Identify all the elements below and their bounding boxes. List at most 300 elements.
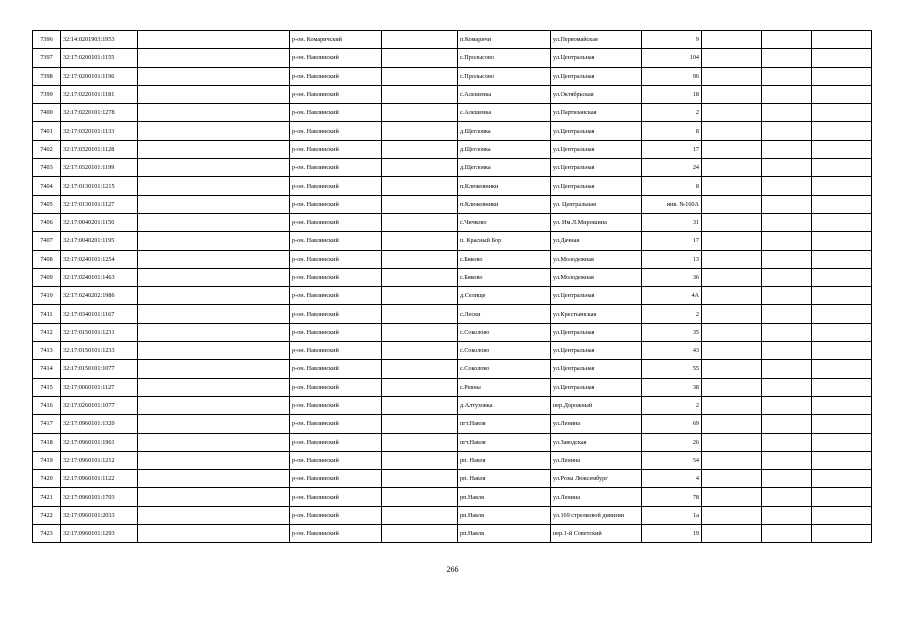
district-cell: р-он. Навлинский: [290, 305, 382, 323]
empty-cell: [702, 213, 762, 231]
empty-cell: [812, 342, 872, 360]
house-cell: 17: [642, 140, 702, 158]
empty-cell: [812, 122, 872, 140]
empty-cell: [762, 250, 812, 268]
house-cell: 13: [642, 250, 702, 268]
empty-cell: [702, 342, 762, 360]
empty-cell: [702, 31, 762, 49]
street-cell: ул.Центральная: [551, 140, 642, 158]
empty-cell: [138, 396, 290, 414]
locality-cell: д.Селище: [458, 287, 551, 305]
street-cell: ул.Партизанская: [551, 104, 642, 122]
cadastral-number-cell: 32:17:0040201:1195: [61, 232, 138, 250]
table-row: [33, 451, 872, 469]
empty-cell: [702, 268, 762, 286]
street-cell: ул.Молодежная: [551, 268, 642, 286]
table-row: [33, 195, 872, 213]
district-cell: р-он. Навлинский: [290, 433, 382, 451]
table-row: [33, 159, 872, 177]
empty-cell: [762, 31, 812, 49]
page-number: 266: [446, 565, 459, 574]
row-number-cell: 7412: [33, 323, 61, 341]
district-cell: р-он. Навлинский: [290, 85, 382, 103]
district-cell: р-он. Навлинский: [290, 488, 382, 506]
locality-cell: рп.Навля: [458, 525, 551, 543]
empty-cell: [762, 177, 812, 195]
house-cell: 36: [642, 268, 702, 286]
empty-cell: [382, 360, 458, 378]
empty-cell: [138, 360, 290, 378]
row-number-cell: 7400: [33, 104, 61, 122]
street-cell: ул.Центральная: [551, 159, 642, 177]
empty-cell: [812, 451, 872, 469]
empty-cell: [382, 506, 458, 524]
street-cell: ул.Ленина: [551, 415, 642, 433]
empty-cell: [138, 451, 290, 469]
district-cell: р-он. Навлинский: [290, 378, 382, 396]
street-cell: ул.Первомайская: [551, 31, 642, 49]
street-cell: ул.Центральная: [551, 323, 642, 341]
street-cell: ул.Центральная: [551, 49, 642, 67]
empty-cell: [702, 250, 762, 268]
row-number-cell: 7401: [33, 122, 61, 140]
street-cell: ул.Дачная: [551, 232, 642, 250]
empty-cell: [382, 433, 458, 451]
district-cell: р-он. Навлинский: [290, 506, 382, 524]
empty-cell: [812, 104, 872, 122]
empty-cell: [382, 323, 458, 341]
locality-cell: с.Соколово: [458, 360, 551, 378]
empty-cell: [138, 305, 290, 323]
house-cell: 69: [642, 415, 702, 433]
empty-cell: [812, 250, 872, 268]
empty-cell: [702, 67, 762, 85]
table-row: [33, 433, 872, 451]
empty-cell: [382, 177, 458, 195]
house-cell: 24: [642, 159, 702, 177]
empty-cell: [138, 323, 290, 341]
cadastral-number-cell: 32:17:0220101:1181: [61, 85, 138, 103]
empty-cell: [762, 140, 812, 158]
district-cell: р-он. Навлинский: [290, 342, 382, 360]
empty-cell: [702, 488, 762, 506]
street-cell: ул.Центральная: [551, 287, 642, 305]
locality-cell: пгт.Навля: [458, 433, 551, 451]
empty-cell: [702, 104, 762, 122]
empty-cell: [762, 195, 812, 213]
empty-cell: [812, 488, 872, 506]
house-cell: 55: [642, 360, 702, 378]
empty-cell: [138, 159, 290, 177]
empty-cell: [762, 232, 812, 250]
street-cell: ул.Центральная: [551, 177, 642, 195]
empty-cell: [812, 506, 872, 524]
district-cell: р-он. Навлинский: [290, 104, 382, 122]
district-cell: р-он. Навлинский: [290, 451, 382, 469]
district-cell: р-он. Навлинский: [290, 323, 382, 341]
empty-cell: [382, 85, 458, 103]
empty-cell: [138, 104, 290, 122]
empty-cell: [382, 31, 458, 49]
empty-cell: [762, 525, 812, 543]
empty-cell: [382, 525, 458, 543]
table-row: [33, 85, 872, 103]
empty-cell: [702, 232, 762, 250]
table-row: [33, 415, 872, 433]
cadastral-number-cell: 32:17:0960101:2033: [61, 506, 138, 524]
empty-cell: [762, 85, 812, 103]
table-row: [33, 49, 872, 67]
street-cell: пер.1-й Советский: [551, 525, 642, 543]
empty-cell: [138, 506, 290, 524]
empty-cell: [702, 415, 762, 433]
table-row: [33, 342, 872, 360]
house-cell: 2: [642, 104, 702, 122]
row-number-cell: 7398: [33, 67, 61, 85]
house-cell: 43: [642, 342, 702, 360]
house-cell: 1а: [642, 506, 702, 524]
empty-cell: [812, 49, 872, 67]
empty-cell: [762, 268, 812, 286]
cadastral-number-cell: 32:17:0960101:1703: [61, 488, 138, 506]
house-cell: 104: [642, 49, 702, 67]
street-cell: ул.Центральная: [551, 122, 642, 140]
empty-cell: [702, 159, 762, 177]
table-row: [33, 470, 872, 488]
empty-cell: [382, 415, 458, 433]
street-cell: ул.Октябрьская: [551, 85, 642, 103]
district-cell: р-он. Навлинский: [290, 49, 382, 67]
empty-cell: [138, 433, 290, 451]
locality-cell: пгт.Навля: [458, 415, 551, 433]
empty-cell: [382, 159, 458, 177]
empty-cell: [138, 232, 290, 250]
empty-cell: [382, 213, 458, 231]
house-cell: 78: [642, 488, 702, 506]
house-cell: 2: [642, 305, 702, 323]
empty-cell: [138, 287, 290, 305]
empty-cell: [762, 396, 812, 414]
house-cell: 54: [642, 451, 702, 469]
cadastral-number-cell: 32:17:0130101:1215: [61, 177, 138, 195]
row-number-cell: 7402: [33, 140, 61, 158]
row-number-cell: 7414: [33, 360, 61, 378]
empty-cell: [382, 250, 458, 268]
cadastral-number-cell: 32:17:0260101:1077: [61, 396, 138, 414]
empty-cell: [138, 488, 290, 506]
street-cell: ул. Центральная: [551, 195, 642, 213]
street-cell: ул.Молодежная: [551, 250, 642, 268]
empty-cell: [138, 67, 290, 85]
empty-cell: [812, 433, 872, 451]
empty-cell: [138, 342, 290, 360]
cadastral-number-cell: 32:17:0960101:1212: [61, 451, 138, 469]
cadastral-number-cell: 32:17:0240202:1986: [61, 287, 138, 305]
cadastral-number-cell: 32:17:0320101:1199: [61, 159, 138, 177]
locality-cell: рп.Навля: [458, 488, 551, 506]
locality-cell: с.Соколово: [458, 323, 551, 341]
empty-cell: [138, 378, 290, 396]
empty-cell: [702, 140, 762, 158]
locality-cell: рп. Навля: [458, 470, 551, 488]
street-cell: пер.Дорожный: [551, 396, 642, 414]
empty-cell: [138, 415, 290, 433]
row-number-cell: 7417: [33, 415, 61, 433]
locality-cell: д.Щегловка: [458, 122, 551, 140]
empty-cell: [382, 104, 458, 122]
empty-cell: [138, 195, 290, 213]
row-number-cell: 7421: [33, 488, 61, 506]
row-number-cell: 7407: [33, 232, 61, 250]
empty-cell: [762, 122, 812, 140]
cadastral-number-cell: 32:17:0240101:1463: [61, 268, 138, 286]
empty-cell: [762, 451, 812, 469]
street-cell: ул.Центральная: [551, 342, 642, 360]
street-cell: ул.Крестьянская: [551, 305, 642, 323]
empty-cell: [762, 287, 812, 305]
empty-cell: [702, 305, 762, 323]
empty-cell: [382, 49, 458, 67]
table-row: [33, 525, 872, 543]
row-number-cell: 7399: [33, 85, 61, 103]
cadastral-number-cell: 32:17:0130101:1127: [61, 195, 138, 213]
cadastral-number-cell: 32:17:0200101:1155: [61, 49, 138, 67]
house-cell: 2: [642, 396, 702, 414]
table-row: [33, 122, 872, 140]
empty-cell: [382, 451, 458, 469]
registry-table: [32, 30, 872, 543]
empty-cell: [382, 305, 458, 323]
street-cell: ул.Розы Люксембург: [551, 470, 642, 488]
empty-cell: [812, 415, 872, 433]
house-cell: инв. №160А: [642, 195, 702, 213]
cadastral-number-cell: 32:17:0960101:1122: [61, 470, 138, 488]
locality-cell: с.Ревны: [458, 378, 551, 396]
empty-cell: [138, 140, 290, 158]
locality-cell: д.Щегловка: [458, 140, 551, 158]
empty-cell: [812, 232, 872, 250]
district-cell: р-он. Навлинский: [290, 67, 382, 85]
empty-cell: [812, 195, 872, 213]
house-cell: 26: [642, 433, 702, 451]
empty-cell: [812, 85, 872, 103]
table-row: [33, 287, 872, 305]
house-cell: 35: [642, 323, 702, 341]
table-row: [33, 250, 872, 268]
empty-cell: [812, 159, 872, 177]
house-cell: 8: [642, 122, 702, 140]
row-number-cell: 7416: [33, 396, 61, 414]
table-row: [33, 104, 872, 122]
district-cell: р-он. Навлинский: [290, 470, 382, 488]
district-cell: р-он. Навлинский: [290, 232, 382, 250]
empty-cell: [812, 323, 872, 341]
table-row: [33, 506, 872, 524]
empty-cell: [382, 122, 458, 140]
table-row: [33, 323, 872, 341]
row-number-cell: 7423: [33, 525, 61, 543]
empty-cell: [702, 396, 762, 414]
street-cell: ул.Центральная: [551, 360, 642, 378]
district-cell: р-он. Навлинский: [290, 159, 382, 177]
row-number-cell: 7418: [33, 433, 61, 451]
house-cell: 4: [642, 470, 702, 488]
cadastral-number-cell: 32:17:0320101:1128: [61, 140, 138, 158]
cadastral-number-cell: 32:17:0220101:1278: [61, 104, 138, 122]
district-cell: р-он. Навлинский: [290, 140, 382, 158]
empty-cell: [812, 213, 872, 231]
empty-cell: [762, 506, 812, 524]
empty-cell: [812, 177, 872, 195]
empty-cell: [762, 213, 812, 231]
empty-cell: [762, 159, 812, 177]
empty-cell: [702, 287, 762, 305]
empty-cell: [702, 470, 762, 488]
table-row: [33, 177, 872, 195]
row-number-cell: 7396: [33, 31, 61, 49]
empty-cell: [702, 195, 762, 213]
district-cell: р-он. Навлинский: [290, 213, 382, 231]
empty-cell: [702, 49, 762, 67]
empty-cell: [138, 250, 290, 268]
locality-cell: с.Алешенка: [458, 85, 551, 103]
empty-cell: [382, 488, 458, 506]
cadastral-number-cell: 32:17:0150101:1231: [61, 323, 138, 341]
row-number-cell: 7406: [33, 213, 61, 231]
table-row: [33, 360, 872, 378]
empty-cell: [762, 415, 812, 433]
table-row: [33, 232, 872, 250]
row-number-cell: 7404: [33, 177, 61, 195]
district-cell: р-он. Навлинский: [290, 268, 382, 286]
house-cell: 19: [642, 525, 702, 543]
cadastral-number-cell: 32:17:0960101:1320: [61, 415, 138, 433]
cadastral-number-cell: 32:17:0240101:1254: [61, 250, 138, 268]
locality-cell: с.Чичково: [458, 213, 551, 231]
row-number-cell: 7397: [33, 49, 61, 67]
district-cell: р-он. Навлинский: [290, 396, 382, 414]
empty-cell: [812, 31, 872, 49]
empty-cell: [762, 49, 812, 67]
empty-cell: [702, 122, 762, 140]
table-row: [33, 31, 872, 49]
empty-cell: [702, 360, 762, 378]
district-cell: р-он. Навлинский: [290, 360, 382, 378]
empty-cell: [762, 433, 812, 451]
district-cell: р-он. Навлинский: [290, 250, 382, 268]
empty-cell: [702, 506, 762, 524]
empty-cell: [382, 232, 458, 250]
house-cell: 9: [642, 31, 702, 49]
empty-cell: [702, 433, 762, 451]
district-cell: р-он. Навлинский: [290, 525, 382, 543]
table-row: [33, 488, 872, 506]
locality-cell: с.Пролысово: [458, 49, 551, 67]
row-number-cell: 7410: [33, 287, 61, 305]
cadastral-number-cell: 32:17:0150101:1233: [61, 342, 138, 360]
empty-cell: [762, 360, 812, 378]
table-row: [33, 396, 872, 414]
locality-cell: с.Бяково: [458, 268, 551, 286]
street-cell: ул.Ленина: [551, 451, 642, 469]
empty-cell: [762, 323, 812, 341]
street-cell: ул.Центральная: [551, 378, 642, 396]
locality-cell: рп. Навля: [458, 451, 551, 469]
cadastral-number-cell: 32:17:0040201:1150: [61, 213, 138, 231]
row-number-cell: 7413: [33, 342, 61, 360]
empty-cell: [382, 342, 458, 360]
empty-cell: [762, 104, 812, 122]
row-number-cell: 7409: [33, 268, 61, 286]
locality-cell: п.Клюковники: [458, 177, 551, 195]
table-row: [33, 378, 872, 396]
locality-cell: с.Бяково: [458, 250, 551, 268]
locality-cell: д.Алтуховка: [458, 396, 551, 414]
locality-cell: с.Пролысово: [458, 67, 551, 85]
empty-cell: [138, 31, 290, 49]
locality-cell: п.Клюковники: [458, 195, 551, 213]
empty-cell: [382, 470, 458, 488]
empty-cell: [382, 67, 458, 85]
empty-cell: [762, 488, 812, 506]
locality-cell: д.Щегловка: [458, 159, 551, 177]
row-number-cell: 7408: [33, 250, 61, 268]
locality-cell: с.Соколово: [458, 342, 551, 360]
table-row: [33, 140, 872, 158]
street-cell: ул.Ленина: [551, 488, 642, 506]
locality-cell: рп.Навля: [458, 506, 551, 524]
row-number-cell: 7420: [33, 470, 61, 488]
row-number-cell: 7403: [33, 159, 61, 177]
locality-cell: п. Красный Бор: [458, 232, 551, 250]
empty-cell: [138, 470, 290, 488]
house-cell: 18: [642, 85, 702, 103]
empty-cell: [812, 470, 872, 488]
cadastral-number-cell: 32:17:0060101:1127: [61, 378, 138, 396]
cadastral-number-cell: 32:17:0320101:1133: [61, 122, 138, 140]
empty-cell: [702, 177, 762, 195]
empty-cell: [812, 268, 872, 286]
empty-cell: [762, 342, 812, 360]
cadastral-number-cell: 32:14:0201903:1953: [61, 31, 138, 49]
row-number-cell: 7411: [33, 305, 61, 323]
empty-cell: [812, 378, 872, 396]
empty-cell: [382, 378, 458, 396]
house-cell: 96: [642, 67, 702, 85]
house-cell: 17: [642, 232, 702, 250]
street-cell: ул.Центральная: [551, 67, 642, 85]
district-cell: р-он. Навлинский: [290, 177, 382, 195]
locality-cell: с.Лески: [458, 305, 551, 323]
empty-cell: [138, 213, 290, 231]
cadastral-number-cell: 32:17:0150101:1077: [61, 360, 138, 378]
street-cell: ул.Заводская: [551, 433, 642, 451]
row-number-cell: 7419: [33, 451, 61, 469]
empty-cell: [812, 140, 872, 158]
street-cell: ул. Им.Л.Мирошина: [551, 213, 642, 231]
empty-cell: [138, 122, 290, 140]
registry-table-body: [33, 31, 872, 543]
district-cell: р-он. Навлинский: [290, 287, 382, 305]
empty-cell: [702, 525, 762, 543]
table-row: [33, 67, 872, 85]
empty-cell: [762, 305, 812, 323]
empty-cell: [382, 195, 458, 213]
empty-cell: [138, 268, 290, 286]
empty-cell: [382, 287, 458, 305]
empty-cell: [762, 67, 812, 85]
empty-cell: [382, 396, 458, 414]
